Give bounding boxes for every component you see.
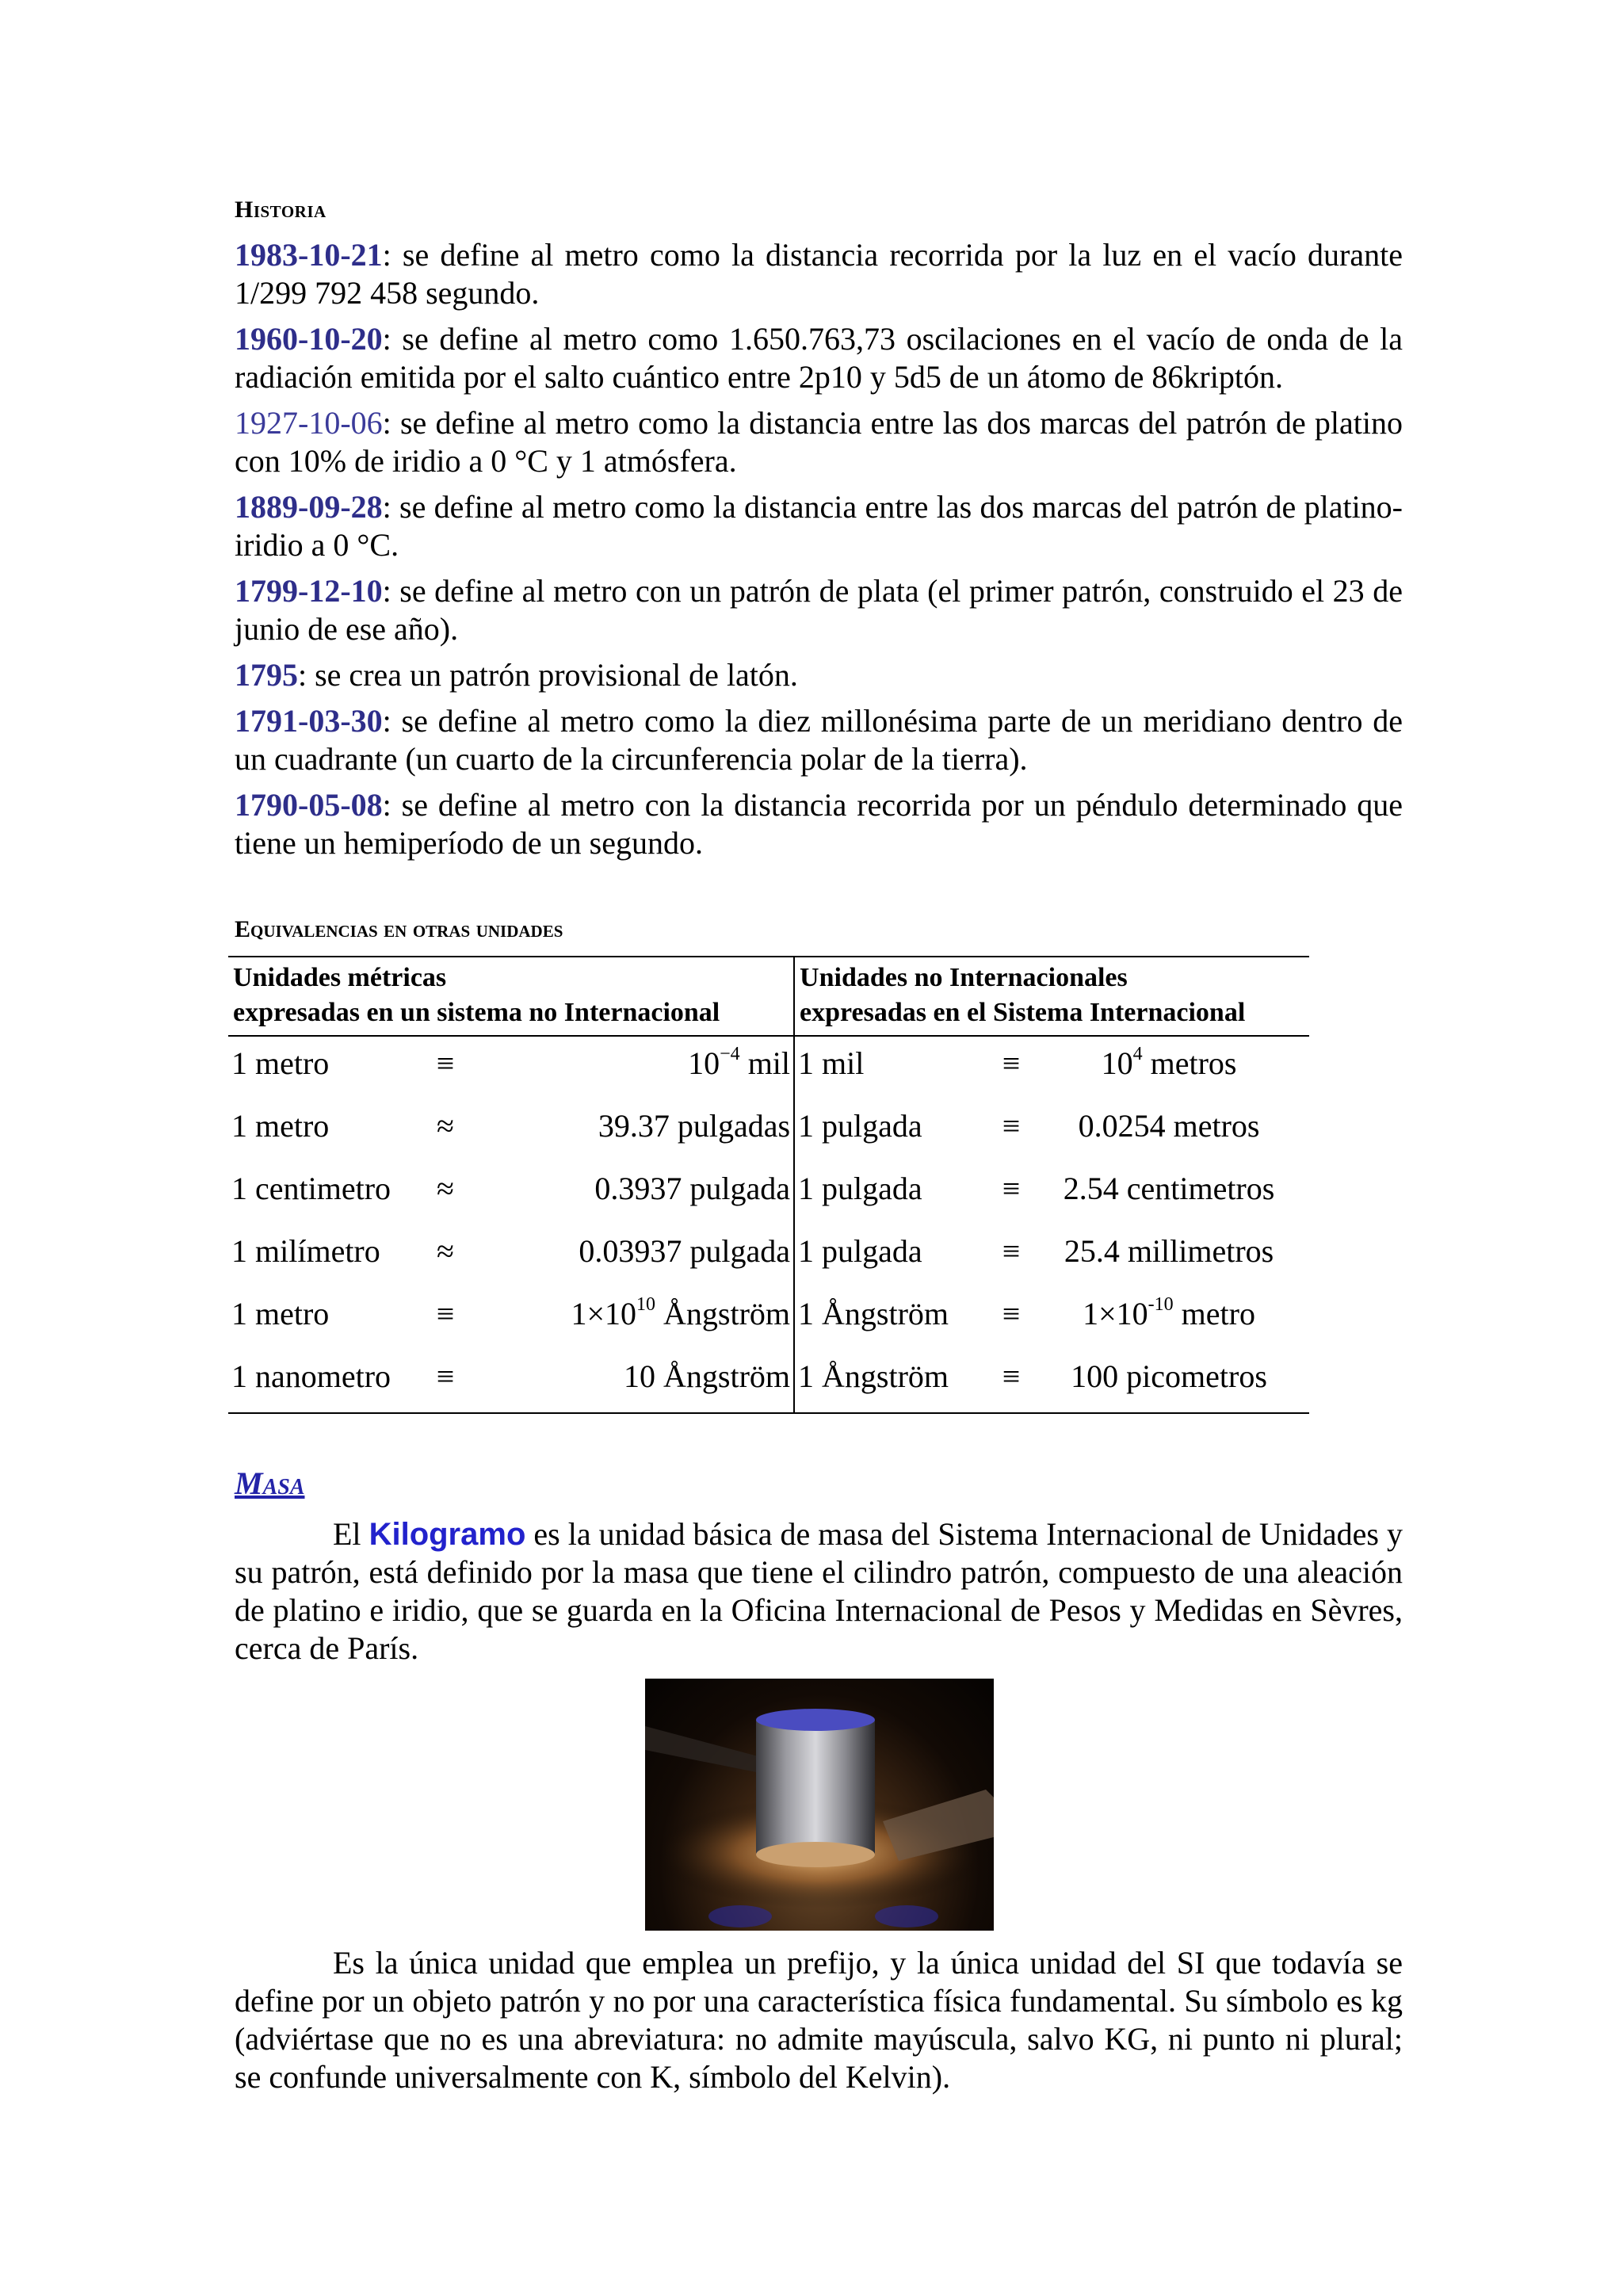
value-text: 39.37 pulgadas (598, 1108, 791, 1144)
right-unit-cell: 1 pulgada (798, 1108, 922, 1144)
left-unit-cell: 1 centimetro (231, 1171, 391, 1206)
header-left-line-2: expresadas en un sistema no Internacional (233, 998, 720, 1027)
entry-text: : se define al metro como 1.650.763,73 oscilaciones en el vacío de onda de la radiación emitida por el salto cuántico entre 2p10 y 5d5 de un átomo de 86kriptón. (235, 321, 1403, 395)
right-relation-cell: ≡ (1002, 1296, 1021, 1331)
exponent: -10 (1148, 1294, 1174, 1315)
entry-date: 1790-05-08 (235, 787, 383, 823)
right-value-cell (1029, 1099, 1309, 1162)
entry-text: : se crea un patrón provisional de latón. (298, 657, 798, 693)
right-value-cell (1029, 1036, 1309, 1099)
right-value-cell (1029, 1224, 1309, 1287)
table-row (228, 1224, 1309, 1287)
entry-date: 1799-12-10 (235, 573, 383, 609)
entry-text: : se define al metro con la distancia recorrida por un péndulo determinado que tiene un hemiperíodo de un segundo. (235, 787, 1403, 861)
value-text: 10 (688, 1045, 720, 1081)
masa-paragraph (235, 1515, 1403, 1668)
value-text: 0.0254 metros (1078, 1108, 1260, 1144)
entry-text: : se define al metro con un patrón de plata (el primer patrón, construido el 23 de junio de ese año). (235, 573, 1403, 647)
right-relation-cell: ≡ (1002, 1233, 1021, 1269)
value-text: 10 Ångström (624, 1358, 791, 1394)
left-unit-cell: 1 milímetro (231, 1233, 380, 1269)
left-relation-cell: ≡ (436, 1045, 455, 1081)
historia-entry (235, 320, 1403, 396)
historia-entry (235, 702, 1403, 778)
masa-paragraph: Es la única unidad que emplea un prefijo, y la única unidad del SI que todavía se define por un objeto patrón y no por una característica física fundamental. Su símbolo es kg (adviértase que no es una abreviatura: no admite mayúscula, salvo KG, ni punto ni plural; se confunde universalmente con K, símbolo del Kelvin). (235, 1945, 1403, 2095)
left-value-cell (463, 1036, 794, 1099)
right-unit-cell: 1 pulgada (798, 1171, 922, 1206)
value-unit: mil (739, 1045, 791, 1081)
value-text: 0.3937 pulgada (594, 1171, 791, 1206)
entry-text: : se define al metro como la distancia entre las dos marcas del patrón de platino con 10% de iridio a 0 °C y 1 atmósfera. (235, 405, 1403, 479)
historia-entry (235, 236, 1403, 312)
value-text: 2.54 centimetros (1063, 1171, 1275, 1206)
historia-entry (235, 488, 1403, 564)
left-relation-cell: ≡ (428, 1350, 463, 1413)
header-right-line-1: Unidades no Internacionales (800, 963, 1128, 992)
kilogramo-link[interactable]: Kilogramo (369, 1517, 526, 1552)
value-text: 100 picometros (1071, 1358, 1267, 1394)
historia-entry (235, 786, 1403, 862)
table-row (228, 1350, 1309, 1413)
right-value-cell (1029, 1162, 1309, 1224)
right-relation-cell: ≡ (1002, 1108, 1021, 1144)
table-row (228, 1162, 1309, 1224)
entry-date: 1927-10-06 (235, 405, 383, 441)
entry-date: 1889-09-28 (235, 489, 383, 525)
exponent: 10 (636, 1294, 656, 1315)
right-unit-cell: 1 Ångström (798, 1296, 949, 1331)
right-relation-cell: ≡ (994, 1350, 1029, 1413)
masa-text: El (333, 1516, 369, 1552)
historia-entry (235, 656, 1403, 694)
left-relation-cell: ≈ (437, 1233, 454, 1269)
value-text: 25.4 millimetros (1064, 1233, 1274, 1269)
value-text: 10 (1101, 1045, 1133, 1081)
entry-date: 1795 (235, 657, 298, 693)
value-text: 0.03937 pulgada (579, 1233, 791, 1269)
left-unit-cell: 1 nanometro (228, 1350, 428, 1413)
left-unit-cell: 1 metro (231, 1296, 330, 1331)
entry-text: : se define al metro como la distancia recorrida por la luz en el vacío durante 1/299 792 458 segundo. (235, 237, 1403, 311)
exponent: −4 (720, 1044, 740, 1064)
table-row (228, 1287, 1309, 1350)
table-row (228, 1099, 1309, 1162)
table-row (228, 1036, 1309, 1099)
historia-entry (235, 404, 1403, 480)
left-relation-cell: ≈ (437, 1108, 454, 1144)
masa-heading[interactable]: Masa (235, 1465, 305, 1501)
equivalencias-heading: Equivalencias en otras unidades (235, 916, 563, 942)
left-relation-cell: ≡ (436, 1296, 455, 1331)
right-value-cell (1029, 1287, 1309, 1350)
right-relation-cell: ≡ (1002, 1045, 1021, 1081)
historia-heading: Historia (235, 197, 327, 223)
left-value-cell (463, 1224, 794, 1287)
entry-date: 1791-03-30 (235, 703, 383, 739)
right-unit-cell: 1 pulgada (798, 1233, 922, 1269)
cylinder-image (645, 1679, 994, 1931)
equivalencias-table (228, 956, 1309, 1414)
value-unit: metro (1173, 1296, 1255, 1331)
left-value-cell (463, 1350, 794, 1413)
table-header-row (228, 957, 1309, 1036)
right-unit-cell: 1 Ångström (794, 1350, 994, 1413)
masa-text: es la unidad básica de masa del Sistema Internacional de Unidades y su patrón, está definido por la masa que tiene el cilindro patrón, compuesto de una aleación de platino e iridio, que se guarda en la Oficina Internacional de Pesos y Medidas en Sèvres, cerca de París. (235, 1516, 1403, 1666)
value-text: 1×10 (1083, 1296, 1148, 1331)
exponent: 4 (1132, 1044, 1143, 1064)
historia-entry (235, 572, 1403, 648)
entry-text: : se define al metro como la distancia entre las dos marcas del patrón de platino-iridio a 0 °C. (235, 489, 1403, 563)
left-unit-cell: 1 metro (231, 1045, 330, 1081)
kilogram-prototype-photo (645, 1679, 994, 1931)
header-non-si-units (794, 957, 1309, 1036)
right-value-cell (1029, 1350, 1309, 1413)
left-value-cell (463, 1099, 794, 1162)
left-relation-cell: ≈ (437, 1171, 454, 1206)
value-unit: Ångström (655, 1296, 791, 1331)
masa-intro (235, 1515, 1403, 1668)
historia-list (235, 236, 1403, 870)
value-text: 1×10 (571, 1296, 637, 1331)
entry-date: 1960-10-20 (235, 321, 383, 357)
entry-text: : se define al metro como la diez millonésima parte de un meridiano dentro de un cuadrante (un cuarto de la circunferencia polar de la tierra). (235, 703, 1403, 777)
entry-date: 1983-10-21 (235, 237, 383, 273)
right-relation-cell: ≡ (1002, 1171, 1021, 1206)
header-metric-units (228, 957, 794, 1036)
right-unit-cell: 1 mil (798, 1045, 865, 1081)
value-unit: metros (1142, 1045, 1237, 1081)
masa-details (235, 1944, 1403, 2096)
header-left-line-1: Unidades métricas (233, 963, 447, 992)
left-value-cell (463, 1287, 794, 1350)
left-unit-cell: 1 metro (231, 1108, 330, 1144)
header-right-line-2: expresadas en el Sistema Internacional (800, 998, 1246, 1027)
left-value-cell (463, 1162, 794, 1224)
